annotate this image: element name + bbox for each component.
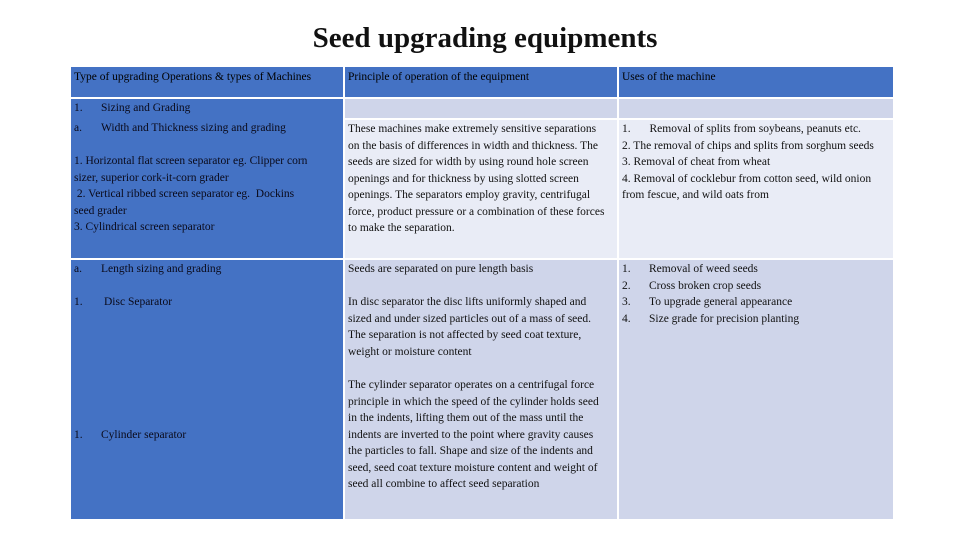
uses-item	[622, 311, 882, 328]
uses-item	[622, 278, 882, 295]
disc-principle-line: weight or moisture content	[348, 345, 472, 358]
section1-machines	[74, 153, 307, 236]
header-col3	[619, 67, 893, 97]
uses-line: 3. Removal of cheat from wheat	[622, 156, 771, 168]
cylinder-principle-line: seed all combine to affect seed separation	[348, 478, 540, 490]
row2-col2	[345, 120, 617, 258]
cylinder-principle-line: the particles to fall. Shape and size of the indents and	[348, 445, 593, 457]
cylinder-principle-line: in the indents, lifting them out of the mass until the	[348, 412, 584, 424]
cylinder-principle-line: seed, seed coat texture moisture content and weight of	[348, 461, 598, 474]
section2-principle: Seeds are separated on pure length basis	[348, 263, 534, 275]
section2-uses-list	[622, 261, 882, 327]
principle-line: force, product pressure or a combination of these forces	[348, 205, 605, 218]
row3-col1	[71, 260, 343, 519]
disc-principle-line: In disc separator the disc lifts uniformly shaped and	[348, 296, 587, 308]
uses-first-text: Removal of splits from soybeans, peanuts etc.	[649, 123, 861, 135]
section2-letter: a.	[74, 263, 82, 275]
section1-uses	[622, 121, 874, 204]
uses-item-text: To upgrade general appearance	[649, 296, 793, 308]
machine-line: seed grader	[74, 204, 127, 217]
machine-line: 3. Cylindrical screen separator	[74, 221, 215, 233]
cylinder-separator-label: Cylinder separator	[101, 429, 187, 441]
section1-sub-heading: Width and Thickness sizing and grading	[101, 122, 286, 134]
header-col2-label: Principle of operation of the equipment	[348, 71, 530, 83]
uses-line: from fescue, and wild oats from	[622, 189, 769, 201]
uses-item-number: 1.	[622, 263, 631, 275]
principle-line: These machines make extremely sensitive separations	[348, 123, 597, 135]
uses-item-text: Cross broken crop seeds	[649, 279, 762, 292]
uses-line: 4. Removal of cocklebur from cotton seed, wild onion	[622, 172, 872, 185]
cylinder-principle	[348, 377, 599, 493]
disc-principle-line: The separation is not affected by seed coat texture,	[348, 329, 582, 341]
cylinder-principle-line: indents are inverted to the point where gravity causes	[348, 428, 594, 441]
header-col1	[71, 67, 343, 97]
principle-line: to make the separation.	[348, 222, 455, 234]
uses-item	[622, 294, 882, 311]
section1-heading: Sizing and Grading	[101, 102, 191, 114]
row2-col3	[619, 120, 893, 258]
principle-line: seeds are sized for width by using round hole screen	[348, 156, 589, 168]
machine-line: sizer, superior cork-it-corn grader	[74, 171, 229, 184]
principle-line: on the basis of differences in width and thickness. The	[348, 139, 598, 152]
principle-line: openings and for thickness by using slotted screen	[348, 172, 579, 185]
disc-number: 1.	[74, 296, 83, 308]
cylinder-principle-line: principle in which the speed of the cylinder holds seed	[348, 395, 599, 408]
section2-heading: Length sizing and grading	[101, 263, 222, 275]
uses-line: 2. The removal of chips and splits from sorghum seeds	[622, 139, 874, 152]
header-col3-label: Uses of the machine	[622, 71, 716, 83]
section1-number: 1.	[74, 102, 83, 114]
row1-col3-spacer	[619, 99, 893, 118]
row1-col1	[71, 99, 343, 258]
section1-sub-letter: a.	[74, 122, 82, 134]
disc-principle-line: sized and under sized particles out of a mass of seed.	[348, 312, 592, 325]
row3-col2	[345, 260, 617, 519]
principle-line: openings. The separators employ gravity, centrifugal	[348, 189, 591, 201]
cylinder-principle-line: The cylinder separator operates on a centrifugal force	[348, 379, 595, 391]
disc-separator-label: Disc Separator	[104, 296, 173, 308]
uses-item-text: Removal of weed seeds	[649, 263, 758, 275]
section1-principle	[348, 121, 604, 237]
uses-item	[622, 261, 882, 278]
page-title: Seed upgrading equipments	[312, 22, 658, 54]
machine-line: 1. Horizontal flat screen separator eg. Clipper corn	[74, 155, 308, 167]
disc-principle	[348, 294, 591, 360]
uses-line-1	[622, 121, 874, 138]
uses-item-text: Size grade for precision planting	[649, 312, 800, 325]
header-col2	[345, 67, 617, 97]
uses-item-number: 2.	[622, 279, 631, 292]
uses-item-number: 4.	[622, 312, 631, 325]
cylinder-number: 1.	[74, 429, 83, 441]
header-col1-label: Type of upgrading Operations & types of Machines	[74, 71, 312, 83]
machine-line: 2. Vertical ribbed screen separator eg. Dockins	[74, 188, 295, 200]
uses-item-number: 3.	[622, 296, 631, 308]
row3-col3	[619, 260, 893, 519]
uses-first-number: 1.	[622, 123, 631, 135]
row1-col2-spacer	[345, 99, 617, 118]
